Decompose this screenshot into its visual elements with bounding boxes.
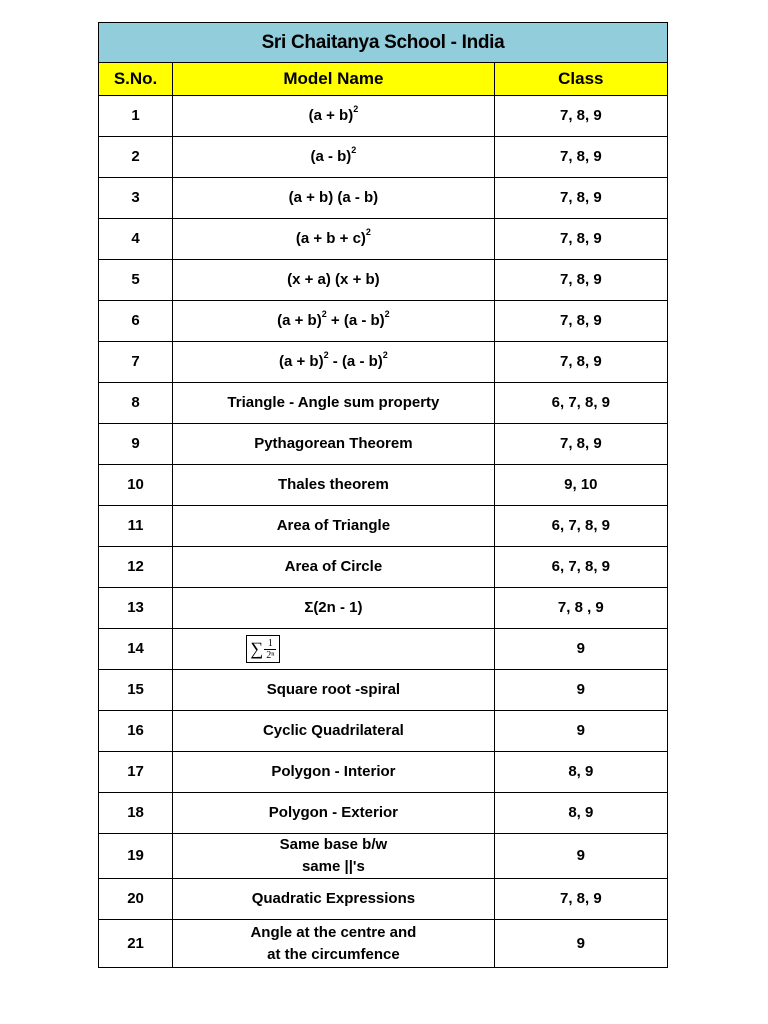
- cell-model-name: Pythagorean Theorem: [173, 424, 495, 465]
- table-row: [99, 834, 668, 879]
- cell-sno: 4: [99, 219, 173, 260]
- cell-class: 6, 7, 8, 9: [494, 383, 667, 424]
- cell-model-name: Σ(2n - 1): [173, 588, 495, 629]
- cell-class: 9: [494, 834, 667, 879]
- table-row: [99, 301, 668, 342]
- cell-model-name: Polygon - Interior: [173, 752, 495, 793]
- cell-sno: 19: [99, 834, 173, 879]
- cell-sno: 10: [99, 465, 173, 506]
- cell-model-name: Same base b/w same ||'s: [173, 834, 495, 879]
- table-row: [99, 711, 668, 752]
- fraction: $\frac{1}{\text{2ⁿ}}$: [266, 637, 275, 661]
- cell-sno: 3: [99, 178, 173, 219]
- cell-sno: 2: [99, 137, 173, 178]
- cell-sno: 20: [99, 879, 173, 920]
- cell-sno: 5: [99, 260, 173, 301]
- cell-class: 7, 8, 9: [494, 178, 667, 219]
- table-row: [99, 383, 668, 424]
- cell-model-name: Angle at the centre and at the circumfence: [173, 920, 495, 968]
- cell-class: 7, 8, 9: [494, 96, 667, 137]
- school-models-table: [98, 22, 668, 968]
- cell-sno: 13: [99, 588, 173, 629]
- table-title: Sri Chaitanya School - India: [99, 23, 668, 63]
- cell-class: 6, 7, 8, 9: [494, 506, 667, 547]
- cell-class: 7, 8, 9: [494, 424, 667, 465]
- cell-model-name: $(a + b)^2 + (a - b)^2$: [173, 301, 495, 342]
- table-row: [99, 137, 668, 178]
- cell-sno: 21: [99, 920, 173, 968]
- cell-model-name: Polygon - Exterior: [173, 793, 495, 834]
- cell-sno: 6: [99, 301, 173, 342]
- cell-sno: 12: [99, 547, 173, 588]
- cell-class: 9: [494, 711, 667, 752]
- cell-class: 8, 9: [494, 752, 667, 793]
- table-row: [99, 465, 668, 506]
- table-row: [99, 424, 668, 465]
- cell-class: 7, 8, 9: [494, 137, 667, 178]
- cell-model-name: Quadratic Expressions: [173, 879, 495, 920]
- table-row: [99, 342, 668, 383]
- header-model-name: Model Name: [173, 63, 495, 96]
- cell-model-name: Area of Circle: [173, 547, 495, 588]
- cell-model-name: Area of Triangle: [173, 506, 495, 547]
- cell-sno: 18: [99, 793, 173, 834]
- sum-formula-image: [246, 635, 280, 662]
- table-row: [99, 752, 668, 793]
- cell-class: 8, 9: [494, 793, 667, 834]
- cell-sno: 14: [99, 629, 173, 670]
- cell-model-name: $(a + b)^2$: [173, 96, 495, 137]
- cell-model-name: (a + b) (a - b): [173, 178, 495, 219]
- cell-class: 6, 7, 8, 9: [494, 547, 667, 588]
- table-row: [99, 670, 668, 711]
- header-row: [99, 63, 668, 96]
- cell-model-name: [173, 629, 495, 670]
- sigma-symbol: ∑: [250, 639, 264, 660]
- cell-class: 9: [494, 920, 667, 968]
- cell-class: 7, 8, 9: [494, 879, 667, 920]
- table-row: [99, 879, 668, 920]
- table-row: [99, 96, 668, 137]
- table-row: [99, 588, 668, 629]
- cell-class: 7, 8, 9: [494, 219, 667, 260]
- table-row: [99, 260, 668, 301]
- table-row: [99, 506, 668, 547]
- cell-model-name: (x + a) (x + b): [173, 260, 495, 301]
- cell-model-name: Triangle - Angle sum property: [173, 383, 495, 424]
- header-sno: S.No.: [99, 63, 173, 96]
- cell-class: 7, 8, 9: [494, 301, 667, 342]
- cell-class: 9, 10: [494, 465, 667, 506]
- header-class: Class: [494, 63, 667, 96]
- cell-class: 7, 8, 9: [494, 342, 667, 383]
- cell-model-name: $(a + b)^2 - (a - b)^2$: [173, 342, 495, 383]
- table-row: [99, 547, 668, 588]
- cell-sno: 17: [99, 752, 173, 793]
- table-row: [99, 219, 668, 260]
- cell-class: 7, 8 , 9: [494, 588, 667, 629]
- table-row: [99, 793, 668, 834]
- cell-sno: 7: [99, 342, 173, 383]
- cell-model-name: Cyclic Quadrilateral: [173, 711, 495, 752]
- cell-model-name: Thales theorem: [173, 465, 495, 506]
- table-row: [99, 629, 668, 670]
- cell-model-name: (a - b)$^2$: [173, 137, 495, 178]
- table-row: [99, 178, 668, 219]
- cell-model-name: $(a + b + c)^2$: [173, 219, 495, 260]
- cell-sno: 8: [99, 383, 173, 424]
- cell-sno: 9: [99, 424, 173, 465]
- cell-sno: 11: [99, 506, 173, 547]
- cell-class: 9: [494, 670, 667, 711]
- cell-model-name: Square root -spiral: [173, 670, 495, 711]
- cell-sno: 16: [99, 711, 173, 752]
- title-row: [99, 23, 668, 63]
- cell-class: 9: [494, 629, 667, 670]
- cell-class: 7, 8, 9: [494, 260, 667, 301]
- cell-sno: 1: [99, 96, 173, 137]
- cell-sno: 15: [99, 670, 173, 711]
- table-row: [99, 920, 668, 968]
